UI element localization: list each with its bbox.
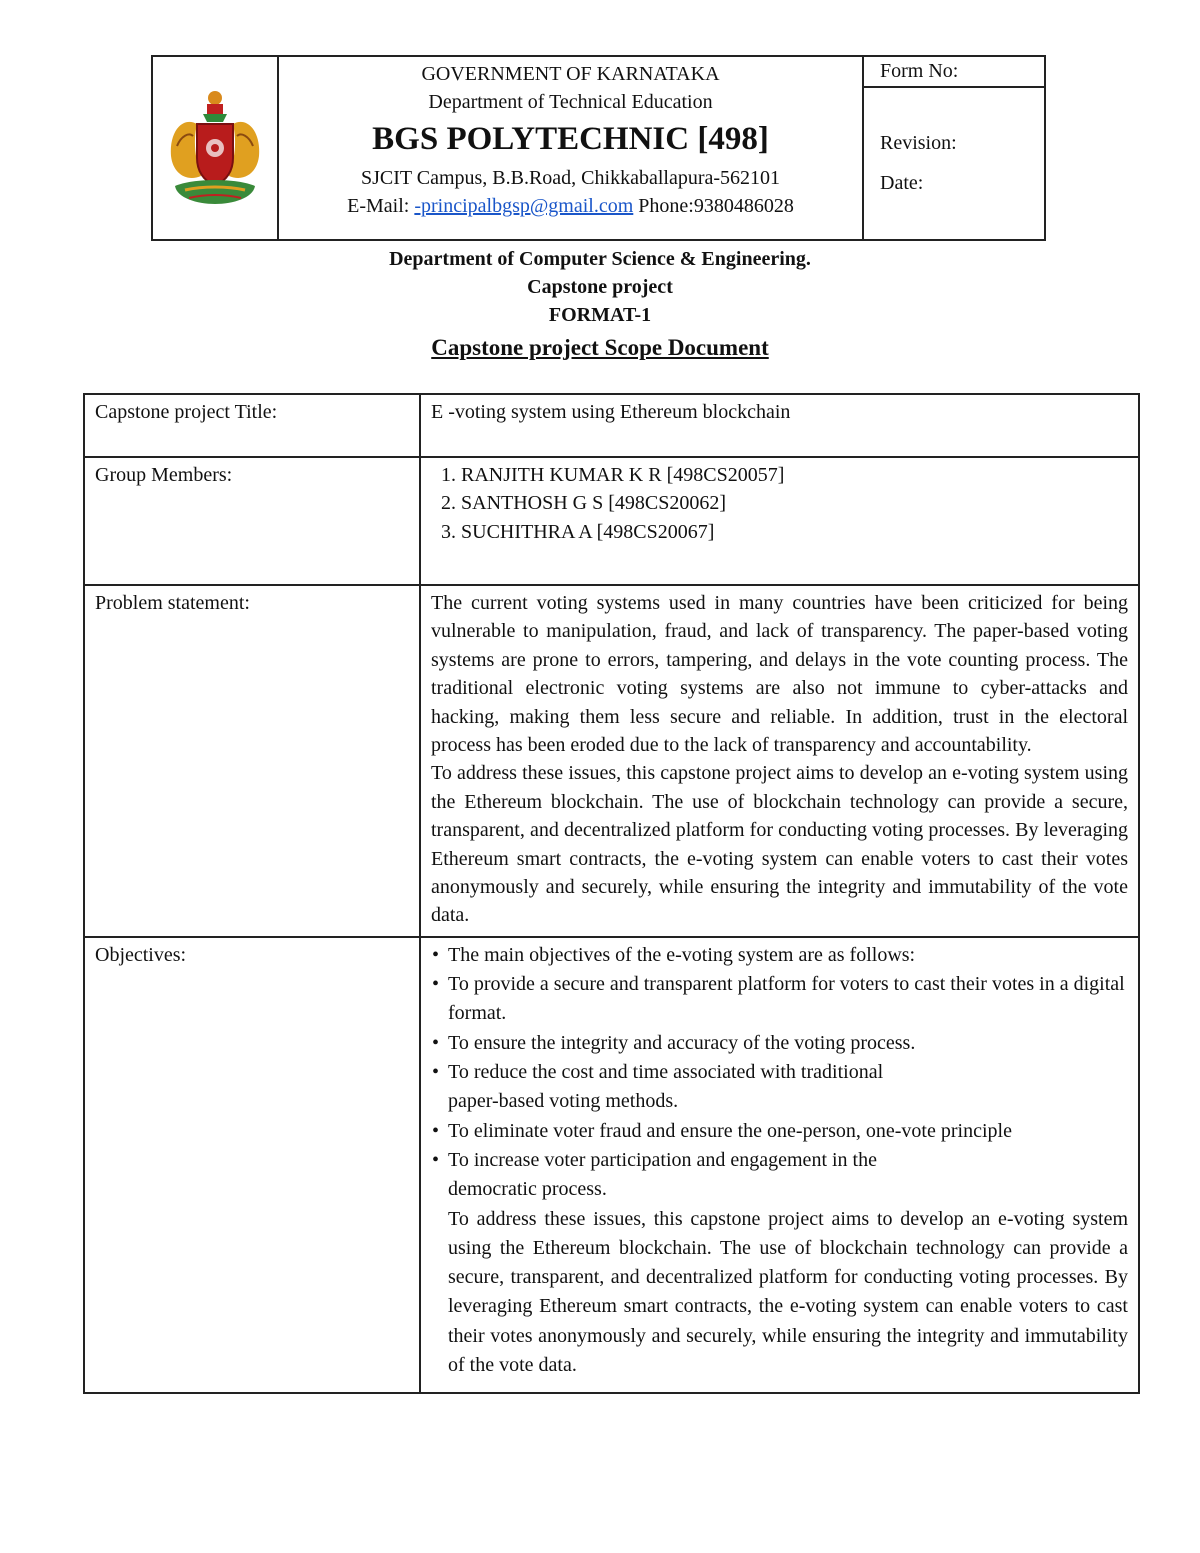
objective-text: To increase voter participation and engagement in the bbox=[448, 1148, 877, 1171]
letterhead bbox=[151, 55, 1046, 241]
group-members-label: Group Members: bbox=[84, 457, 420, 585]
campus-address: SJCIT Campus, B.B.Road, Chikkaballapura-562101 bbox=[360, 167, 781, 189]
problem-statement-value bbox=[420, 585, 1139, 937]
objectives-paragraph: To address these issues, this capstone project aims to develop an e-voting system using the Ethereum blockchain. The use of blockchain technology can provide a secure, transparent, and decentralized platform for conducting voting processes. By leveraging Ethereum smart contracts, the e-voting system can enable voters to cast their votes anonymously and securely, while ensuring the integrity and immutability of the vote data. bbox=[448, 1207, 1128, 1377]
logo-cell bbox=[153, 57, 279, 239]
objectives-value bbox=[420, 937, 1139, 1393]
list-item: 3. SUCHITHRA A [498CS20067] bbox=[461, 518, 1128, 546]
letterhead-center bbox=[279, 57, 864, 239]
project-title-label: Capstone project Title: bbox=[84, 394, 420, 457]
list-item: 1. RANJITH KUMAR K R [498CS20057] bbox=[461, 461, 1128, 489]
members-list bbox=[431, 461, 1128, 546]
revision-label: Revision: bbox=[880, 132, 957, 154]
contact-line bbox=[279, 192, 862, 220]
list-item: • To provide a secure and transparent platform for voters to cast their votes in a digital format. bbox=[448, 970, 1128, 1029]
table-row bbox=[84, 457, 1139, 585]
table-row bbox=[84, 585, 1139, 937]
format-title: FORMAT-1 bbox=[548, 304, 652, 326]
table-row bbox=[84, 937, 1139, 1393]
form-no-label: Form No: bbox=[864, 57, 1044, 88]
list-item bbox=[448, 1146, 1128, 1205]
department-name: Department of Technical Education bbox=[428, 91, 713, 113]
list-item: • The main objectives of the e-voting system are as follows: bbox=[448, 941, 1128, 970]
objective-continuation: democratic process. bbox=[448, 1178, 607, 1201]
list-item bbox=[448, 1058, 1128, 1117]
group-members-value bbox=[420, 457, 1139, 585]
document-titles bbox=[0, 245, 1200, 365]
college-name: BGS POLYTECHNIC [498] bbox=[372, 121, 769, 157]
objectives-list bbox=[431, 941, 1128, 1205]
list-item: • To eliminate voter fraud and ensure the one-person, one-vote principle bbox=[448, 1117, 1128, 1146]
email-link[interactable]: -principalbgsp@gmail.com bbox=[414, 195, 634, 217]
form-details bbox=[864, 57, 1044, 239]
objective-continuation: paper-based voting methods. bbox=[448, 1090, 679, 1113]
capstone-project-title: Capstone project bbox=[527, 276, 673, 298]
problem-paragraph-2: To address these issues, this capstone project aims to develop an e-voting system using the Ethereum blockchain. The use of blockchain technology can provide a secure, transparent, and decentralized platform for conducting voting processes. By leveraging Ethereum smart contracts, the e-voting system can enable voters to cast their votes anonymously and securely, while ensuring the integrity and immutability of the vote data. bbox=[431, 762, 1128, 927]
scope-table bbox=[83, 393, 1140, 1394]
karnataka-emblem-icon bbox=[163, 86, 267, 210]
table-row bbox=[84, 394, 1139, 457]
government-name: GOVERNMENT OF KARNATAKA bbox=[421, 63, 720, 85]
objective-text: To reduce the cost and time associated with traditional bbox=[448, 1061, 884, 1084]
problem-paragraph-1: The current voting systems used in many countries have been criticized for being vulnerable to manipulation, fraud, and lack of transparency. The paper-based voting systems are prone to errors, tampering, and delays in the vote counting process. The traditional electronic voting systems are also not immune to cyber-attacks and hacking, making them less secure and reliable. In addition, trust in the electoral process has been eroded due to the lack of transparency and accountability. bbox=[431, 592, 1128, 757]
problem-statement-label: Problem statement: bbox=[84, 585, 420, 937]
project-title-value: E -voting system using Ethereum blockchain bbox=[420, 394, 1139, 457]
list-item: • To ensure the integrity and accuracy of the voting process. bbox=[448, 1029, 1128, 1058]
email-label: E-Mail: bbox=[347, 195, 415, 217]
list-item: 2. SANTHOSH G S [498CS20062] bbox=[461, 489, 1128, 517]
scope-document-title: Capstone project Scope Document bbox=[431, 335, 769, 360]
phone-number: Phone:9380486028 bbox=[633, 195, 794, 217]
cse-department-title: Department of Computer Science & Engineering. bbox=[389, 248, 811, 270]
date-label: Date: bbox=[880, 172, 924, 194]
objectives-label: Objectives: bbox=[84, 937, 420, 1393]
